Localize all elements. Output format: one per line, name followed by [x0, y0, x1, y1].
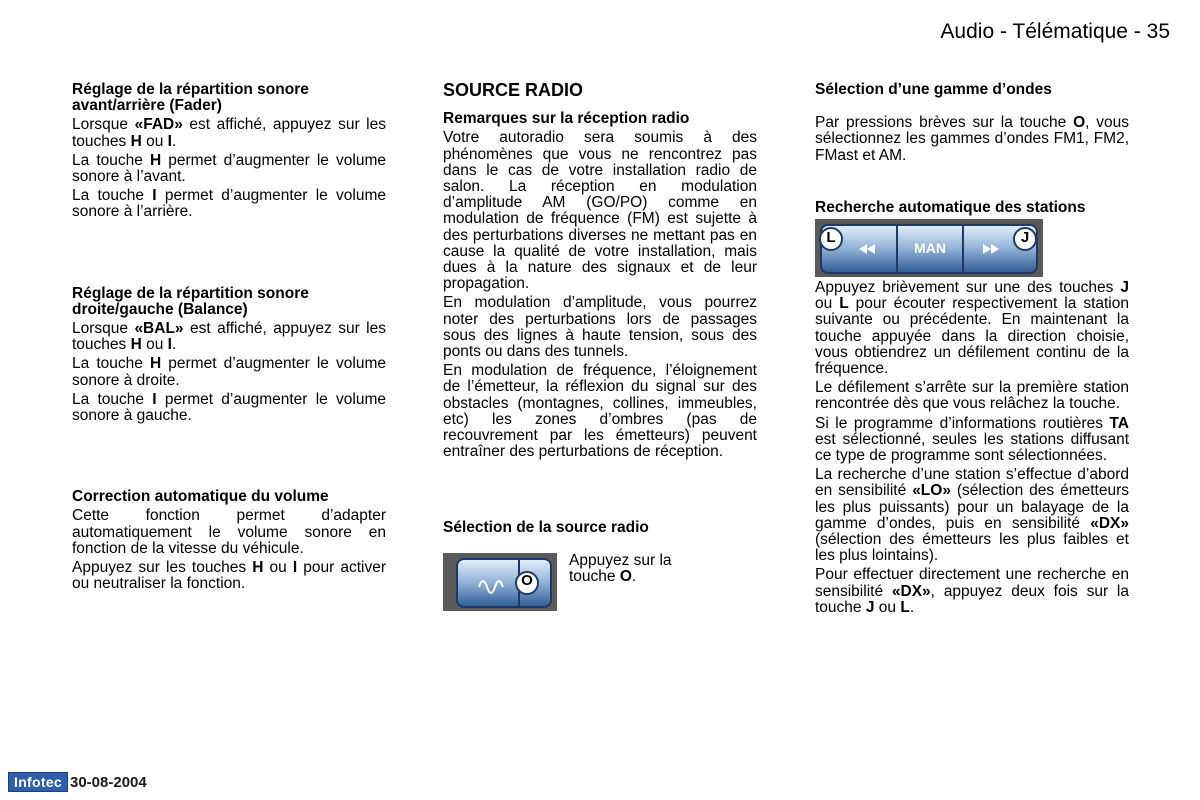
balance-paragraph-2: La touche H permet d’augmenter le volume sonore à droite. [72, 355, 386, 389]
search-paragraph-5: Pour effectuer directement une recherche en sensibilité «DX», appuyez deux fois sur la touche J ou L. [815, 566, 1129, 616]
search-heading: Recherche automatique des stations [815, 198, 1086, 216]
source-button-key-label: O [521, 571, 533, 589]
source-radio-title: SOURCE RADIO [443, 80, 584, 100]
search-paragraph-3: Si le programme d’informations routières TA est sélectionné, seules les stations diffusant ce type de programme sont sélectionnées. [815, 414, 1129, 465]
remarks-paragraph-1: Votre autoradio sera soumis à des phénomènes que vous ne rencontrez pas dans le cas de votre installation radio de salon. La réception en modulation d’amplitude AM (GO/PO) comme en modulation de fréquence (FM) est sujette à des perturbations diverses ne mettant pas en cause la qualité de votre installation, mais dues à la nature des signaux et de leur propagation. [443, 129, 757, 293]
band-heading: Sélection d’une gamme d’ondes [815, 81, 1052, 98]
search-button-left-key: L [826, 229, 836, 247]
source-instruction: Appuyez sur la touche O. [569, 551, 672, 585]
search-button-right-key: J [1020, 229, 1030, 247]
column-left [72, 82, 386, 592]
band-paragraph: Par pressions brèves sur la touche O, vous sélectionnez les gammes d’ondes FM1, FM2, FMast et AM. [815, 114, 1129, 164]
volume-paragraph-2: Appuyez sur les touches H ou I pour activer ou neutraliser la fonction. [72, 559, 386, 593]
search-paragraph-4: La recherche d’une station s’effectue d’abord en sensibilité «LO» (sélection des émetteurs les plus puissants) pour un balayage de la gamme d’ondes, puis en sensibilité «DX» (sélection des émetteurs les plus faibles et les plus lointains). [815, 466, 1130, 565]
remarks-paragraph-2: En modulation d’amplitude, vous pourrez noter des perturbations lors de passages sous des lignes à haute tension, sous des ponts ou dans des tunnels. [443, 294, 757, 361]
remarks-paragraph-3: En modulation de fréquence, l’éloignement de l’émetteur, la réflexion du signal sur des obstacles (montagnes, collines, immeubles, etc) les zones d’ombres (pas de recouvrement par les émetteurs) peuvent entraîner des perturbations de réception. [443, 362, 757, 461]
balance-paragraph-3: La touche I permet d’augmenter le volume sonore à gauche. [72, 390, 386, 425]
fader-paragraph-2: La touche H permet d’augmenter le volume sonore à l’avant. [72, 151, 386, 186]
search-button-man-label: MAN [914, 240, 946, 257]
balance-paragraph-1: Lorsque «BAL» est affiché, appuyez sur les touches H ou I. [72, 320, 386, 354]
search-paragraph-2: Le défilement s’arrête sur la première station rencontrée dès que vous relâchez la touche. [815, 379, 1129, 413]
page-title: Audio - Télématique - 35 [940, 20, 1170, 43]
infotec-logo: Infotec [8, 772, 68, 792]
column-right [815, 82, 1129, 616]
column-middle [443, 82, 757, 611]
volume-heading: Correction automatique du volume [72, 488, 329, 506]
source-button-image [443, 553, 557, 611]
search-paragraph-1: Appuyez brièvement sur une des touches J ou L pour écouter respectivement la station suivante ou précédente. En maintenant la touche appuyée dans la direction choisie, vous obtiendrez un défilement continu de la fréquence. [815, 279, 1129, 378]
footer [8, 772, 147, 792]
balance-heading: Réglage de la répartition sonore droite/gauche (Balance) [72, 284, 309, 318]
fader-paragraph-3: La touche I permet d’augmenter le volume sonore à l’arrière. [72, 187, 386, 221]
fader-paragraph-1: Lorsque «FAD» est affiché, appuyez sur les touches H ou I. [72, 116, 386, 150]
source-heading: Sélection de la source radio [443, 519, 649, 537]
fader-heading: Réglage de la répartition sonore avant/arrière (Fader) [72, 81, 309, 115]
volume-paragraph-1: Cette fonction permet d’adapter automatiquement le volume sonore en fonction de la vitesse du véhicule. [72, 507, 386, 557]
remarks-heading: Remarques sur la réception radio [443, 110, 690, 128]
footer-date: 30-08-2004 [70, 773, 147, 791]
search-buttons-image [815, 219, 1043, 277]
